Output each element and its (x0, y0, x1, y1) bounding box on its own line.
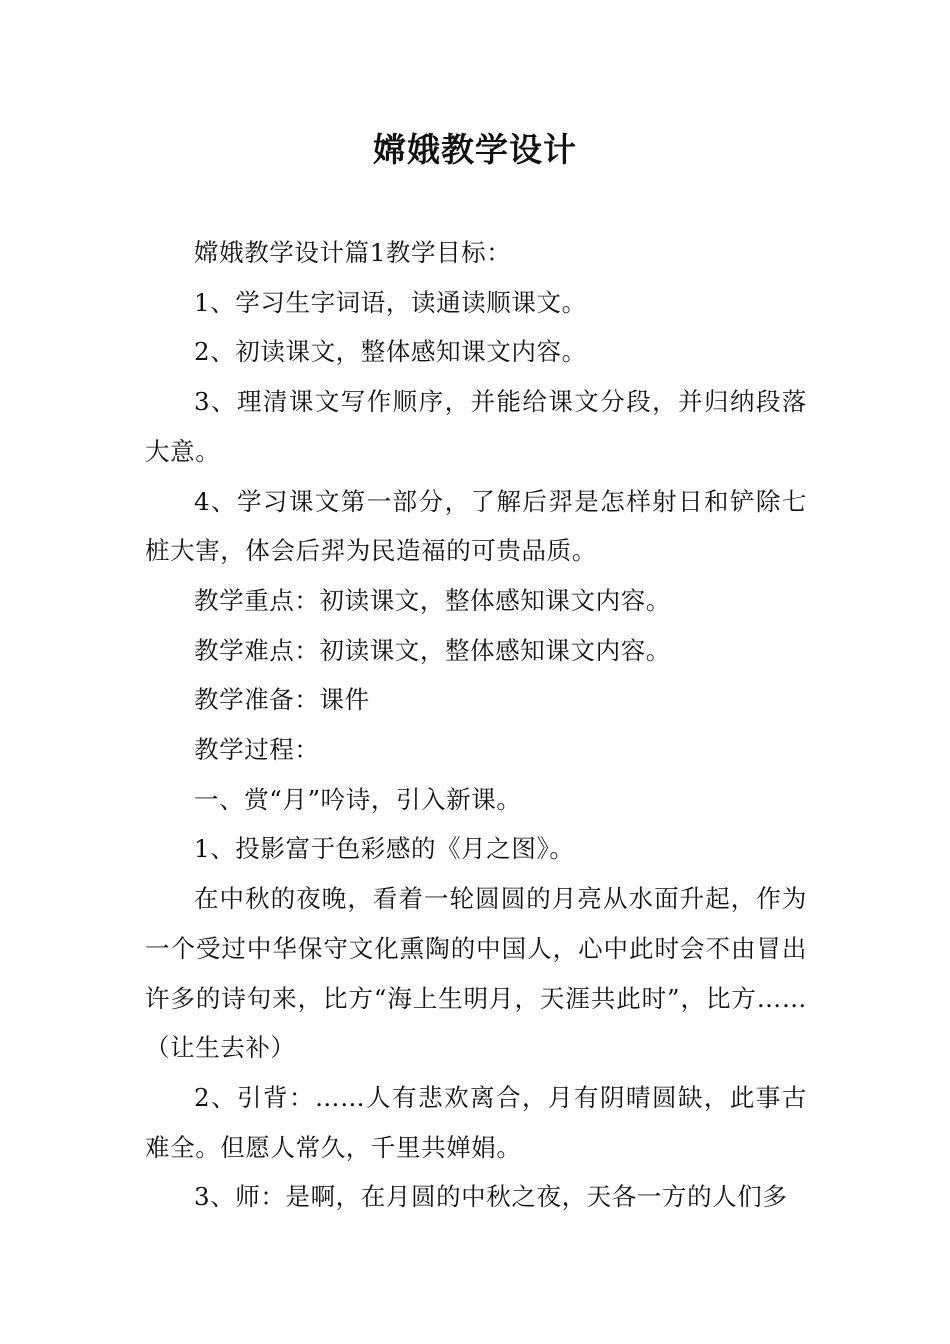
paragraph-preparation: 教学准备：课件 (194, 685, 370, 715)
paragraph-difficulties: 教学难点：初读课文，整体感知课文内容。 (194, 635, 671, 665)
paragraph-section-heading: 嫦娥教学设计篇1教学目标： (194, 238, 512, 267)
paragraph-step-1-3: 3、师：是啊，在月圆的中秋之夜，天各一方的人们多 (194, 1182, 788, 1212)
paragraph-process-heading: 教学过程： (194, 735, 320, 765)
paragraph-objective-1: 1、学习生字词语，读通读顺课文。 (194, 287, 587, 317)
paragraph-objective-2: 2、初读课文，整体感知课文内容。 (194, 337, 587, 367)
paragraph-objective-3: 3、理清课文写作顺序，并能给课文分段，并归纳段落大意。 (145, 387, 807, 466)
paragraph-mid-autumn: 在中秋的夜晚，看着一轮圆圆的月亮从水面升起，作为一个受过中华保守文化熏陶的中国人，心中此时会不由冒出许多的诗句来，比方“海上生明月，天涯共此时”，比方……（让生去补） (145, 884, 807, 1063)
paragraph-step-1-1: 1、投影富于色彩感的《月之图》。 (194, 834, 575, 864)
document-body (145, 228, 807, 1222)
paragraph-key-points: 教学重点：初读课文，整体感知课文内容。 (194, 585, 671, 615)
paragraph-objective-4: 4、学习课文第一部分，了解后羿是怎样射日和铲除七桩大害，体会后羿为民造福的可贵品质。 (145, 486, 807, 566)
document-title: 嫦娥教学设计 (373, 130, 577, 169)
paragraph-step-1-2: 2、引背：……人有悲欢离合，月有阴晴圆缺，此事古难全。但愿人常久，千里共婵娟。 (145, 1082, 807, 1162)
paragraph-step-1-heading: 一、赏“月”吟诗，引入新课。 (194, 784, 522, 814)
